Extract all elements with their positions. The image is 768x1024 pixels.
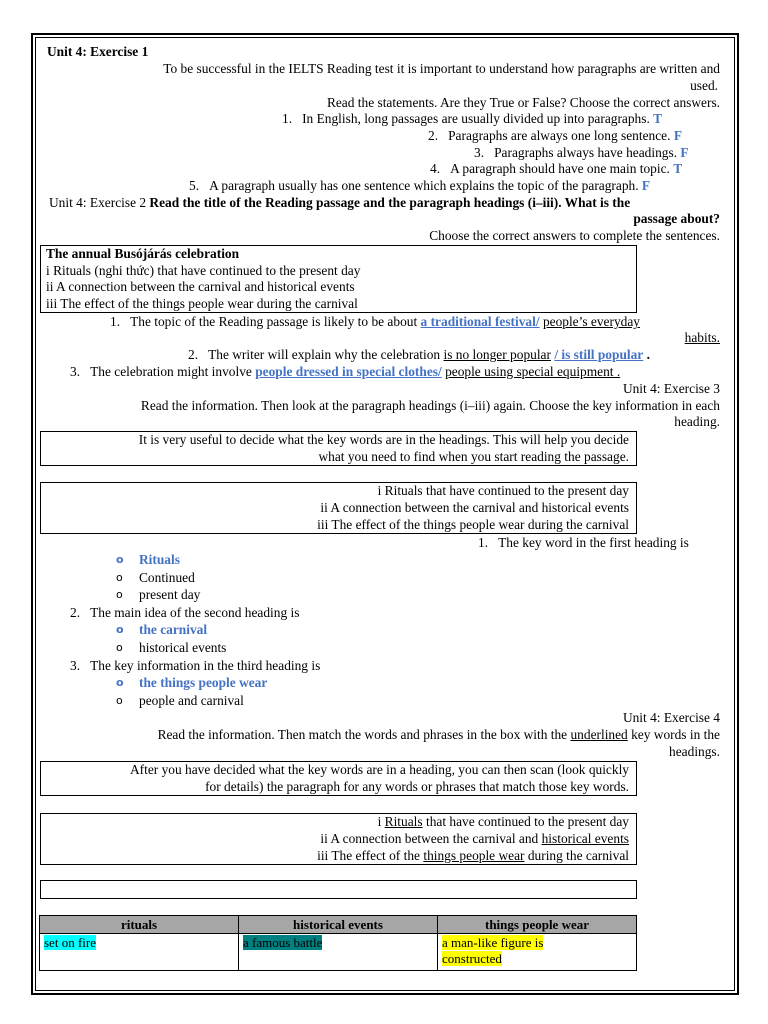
ex1-item-3: 3. Paragraphs always have headings. F bbox=[474, 145, 689, 160]
ex4-label: Unit 4: Exercise 4 bbox=[622, 710, 720, 725]
table-row bbox=[40, 934, 637, 971]
ex1-intro-line1: To be successful in the IELTS Reading test it is important to understand how paragraphs are written and bbox=[163, 61, 720, 76]
ex3-q2-option-1: the carnival bbox=[139, 622, 208, 637]
table-header-things-people-wear: things people wear bbox=[438, 916, 637, 934]
table-header-rituals: rituals bbox=[40, 916, 239, 934]
ex3-info-1: It is very useful to decide what the key words are in the headings. This will help you decide bbox=[138, 432, 629, 447]
ex2-heading-3: iii The effect of the things people wear during the carnival bbox=[46, 296, 358, 311]
option-bullet-icon: o bbox=[116, 623, 124, 636]
table-header-historical-events: historical events bbox=[239, 916, 438, 934]
option-bullet-icon: o bbox=[116, 588, 123, 601]
ex3-heading-1: i Rituals that have continued to the present day bbox=[377, 483, 629, 498]
answer-choice: people dressed in special clothes/ bbox=[255, 364, 442, 379]
ex2-heading-2: ii A connection between the carnival and historical events bbox=[46, 279, 355, 294]
ex3-q3-option-1: the things people wear bbox=[139, 675, 268, 690]
ex4-instruction-2: headings. bbox=[669, 744, 720, 759]
answer-false: F bbox=[641, 178, 651, 193]
ex4-info-1: After you have decided what the key words are in a heading, you can then scan (look quickly bbox=[129, 762, 629, 777]
ex2-question-1-cont: habits. bbox=[684, 330, 720, 345]
ex3-instruction-1: Read the information. Then look at the paragraph headings (i–iii) again. Choose the key information in each bbox=[140, 398, 720, 413]
ex1-item-5: 5. A paragraph usually has one sentence which explains the topic of the paragraph. F bbox=[189, 178, 651, 193]
table-header-row bbox=[40, 916, 637, 934]
ex3-question-2: 2. The main idea of the second heading is bbox=[70, 605, 300, 620]
answer-true: T bbox=[673, 161, 683, 176]
table-cell bbox=[438, 934, 637, 971]
ex2-instruction: Choose the correct answers to complete the sentences. bbox=[429, 228, 720, 243]
ex4-heading-3: iii The effect of the things people wear during the carnival bbox=[317, 848, 629, 863]
ex3-heading-2: ii A connection between the carnival and historical events bbox=[320, 500, 629, 515]
table-cell bbox=[239, 934, 438, 971]
ex2-box-title: The annual Busójárás celebration bbox=[46, 246, 240, 261]
ex4-empty-box bbox=[40, 880, 637, 899]
ex2-title: Unit 4: Exercise 2 Read the title of the Reading passage and the paragraph headings (i–iii). What is the bbox=[49, 195, 631, 210]
ex2-question-1: 1. The topic of the Reading passage is likely to be about a traditional festival/ people’s everyday bbox=[110, 314, 640, 329]
ex1-item-1: 1. In English, long passages are usually divided up into paragraphs. T bbox=[282, 111, 663, 126]
ex2-question-3: 3. The celebration might involve people dressed in special clothes/ people using special equipment . bbox=[70, 364, 621, 379]
ex4-info-2: for details) the paragraph for any words or phrases that match those key words. bbox=[205, 779, 629, 794]
ex4-heading-1: i Rituals that have continued to the present day bbox=[377, 814, 629, 829]
ex3-instruction-2: heading. bbox=[674, 414, 720, 429]
ex1-instruction: Read the statements. Are they True or False? Choose the correct answers. bbox=[326, 95, 720, 110]
highlighted-phrase: a man-like figure is bbox=[442, 935, 544, 950]
ex3-q1-option-1: Rituals bbox=[139, 552, 180, 567]
option-bullet-icon: o bbox=[116, 676, 124, 689]
ex3-info-2: what you need to find when you start reading the passage. bbox=[318, 449, 629, 464]
ex3-q1-option-3: present day bbox=[139, 587, 201, 602]
ex2-title-cont: passage about? bbox=[633, 211, 720, 226]
ex1-intro-line2: used. bbox=[690, 78, 718, 93]
answer-false: F bbox=[673, 128, 682, 143]
ex4-instruction-1: Read the information. Then match the words and phrases in the box with the underlined key words in the bbox=[157, 727, 720, 742]
ex3-q1-option-2: Continued bbox=[139, 570, 195, 585]
option-bullet-icon: o bbox=[116, 553, 124, 566]
ex4-matching-table bbox=[39, 915, 637, 971]
highlighted-phrase: a famous battle bbox=[243, 935, 323, 950]
option-bullet-icon: o bbox=[116, 694, 123, 707]
ex4-heading-2: ii A connection between the carnival and historical events bbox=[320, 831, 629, 846]
ex1-item-4: 4. A paragraph should have one main topic. T bbox=[430, 161, 683, 176]
ex1-item-2: 2. Paragraphs are always one long sentence. F bbox=[428, 128, 682, 143]
answer-true: T bbox=[653, 111, 663, 126]
ex1-title: Unit 4: Exercise 1 bbox=[47, 44, 149, 59]
ex3-question-3: 3. The key information in the third heading is bbox=[70, 658, 321, 673]
option-bullet-icon: o bbox=[116, 641, 123, 654]
table-cell bbox=[40, 934, 239, 971]
answer-choice: / is still popular bbox=[554, 347, 644, 362]
ex3-question-1: 1. The key word in the first heading is bbox=[478, 535, 689, 550]
answer-choice: a traditional festival/ bbox=[420, 314, 540, 329]
ex3-heading-3: iii The effect of the things people wear during the carnival bbox=[317, 517, 629, 532]
ex3-q3-option-2: people and carnival bbox=[139, 693, 244, 708]
ex2-heading-1: i Rituals (nghi thức) that have continued to the present day bbox=[46, 263, 361, 278]
highlighted-phrase: set on fire bbox=[44, 935, 96, 950]
answer-false: F bbox=[680, 145, 689, 160]
highlighted-phrase: constructed bbox=[442, 951, 502, 966]
option-bullet-icon: o bbox=[116, 571, 123, 584]
ex3-label: Unit 4: Exercise 3 bbox=[622, 381, 720, 396]
ex3-q2-option-2: historical events bbox=[139, 640, 227, 655]
ex2-question-2: 2. The writer will explain why the celebration is no longer popular / is still popular . bbox=[188, 347, 650, 362]
